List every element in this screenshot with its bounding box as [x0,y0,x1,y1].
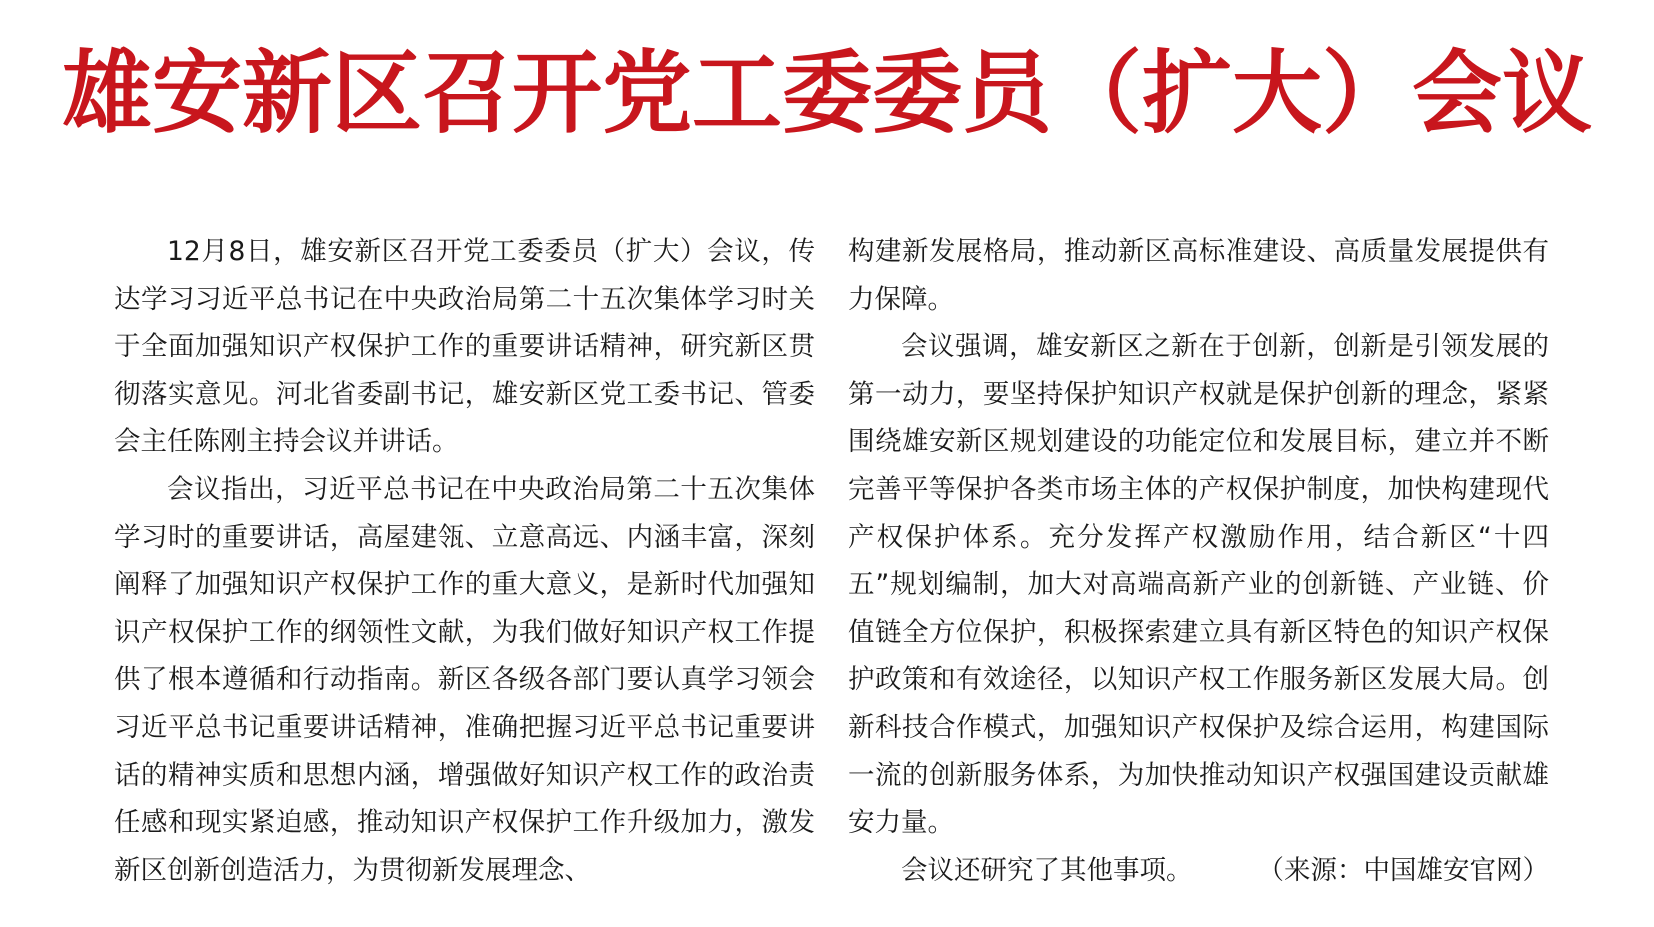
paragraph-4 [848,847,1549,895]
paragraph-3: 会议强调，雄安新区之新在于创新，创新是引领发展的第一动力，要坚持保护知识产权就是保护创新的理念，紧紧围绕雄安新区规划建设的功能定位和发展目标，建立并不断完善平等保护各类市场主体的产权保护制度，加快构建现代产权保护体系。充分发挥产权激励作用，结合新区“十四五”规划编制，加大对高端高新产业的创新链、产业链、价值链全方位保护，积极探索建立具有新区特色的知识产权保护政策和有效途径，以知识产权工作服务新区发展大局。创新科技合作模式，加强知识产权保护及综合运用，构建国际一流的创新服务体系，为加快推动知识产权强国建设贡献雄安力量。 [848,331,1549,839]
source-credit: （来源：中国雄安官网） [1257,854,1549,886]
article-column-left [114,228,815,894]
article-column-right [848,228,1549,894]
closing-sentence: 会议还研究了其他事项。 [901,854,1193,886]
paragraph-2-continued: 构建新发展格局，推动新区高标准建设、高质量发展提供有力保障。 [848,236,1549,315]
paragraph-1: 12月8日，雄安新区召开党工委委员（扩大）会议，传达学习习近平总书记在中央政治局第二十五次集体学习时关于全面加强知识产权保护工作的重要讲话精神，研究新区贯彻落实意见。河北省委副书记，雄安新区党工委书记、管委会主任陈刚主持会议并讲话。 [114,236,815,458]
paragraph-2: 会议指出，习近平总书记在中央政治局第二十五次集体学习时的重要讲话，高屋建瓴、立意高远、内涵丰富，深刻阐释了加强知识产权保护工作的重大意义，是新时代加强知识产权保护工作的纲领性文献，为我们做好知识产权工作提供了根本遵循和行动指南。新区各级各部门要认真学习领会习近平总书记重要讲话精神，准确把握习近平总书记重要讲话的精神实质和思想内涵，增强做好知识产权工作的政治责任感和现实紧迫感，推动知识产权保护工作升级加力，激发新区创新创造活力，为贯彻新发展理念、 [114,473,815,886]
headline: 雄安新区召开党工委委员（扩大）会议 [62,40,1592,146]
